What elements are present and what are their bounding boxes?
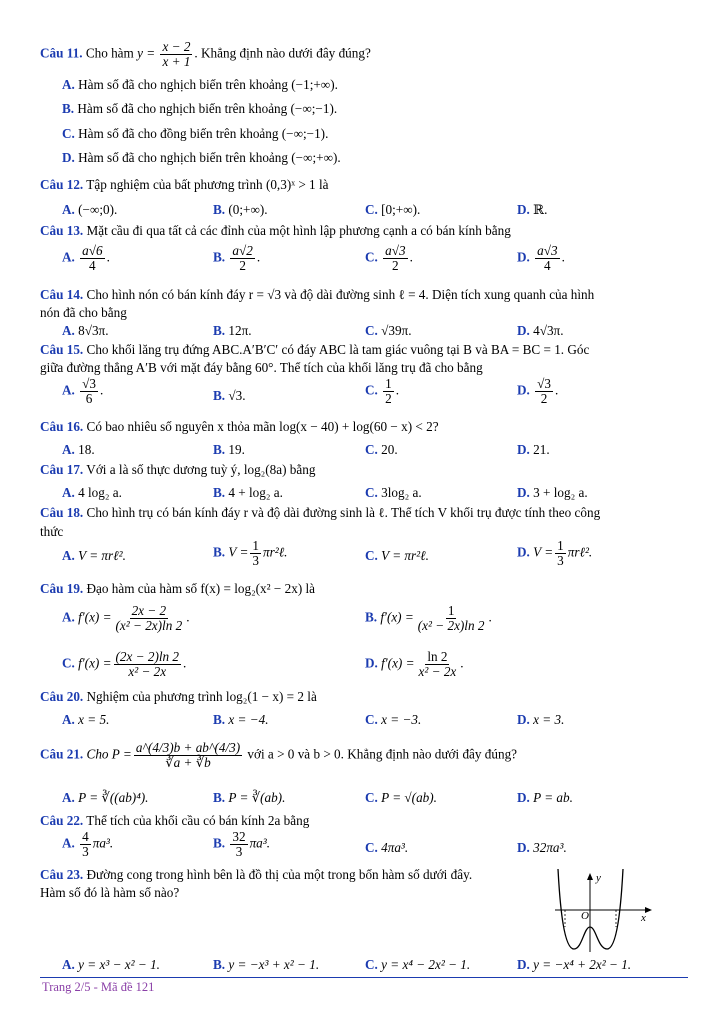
q23-option-d[interactable]: D. y = −x⁴ + 2x² − 1.: [517, 957, 632, 972]
question-20: Câu 20. Nghiệm của phương trình log₂(1 − x) = 2 là: [40, 689, 317, 704]
page-footer: Trang 2/5 - Mã đề 121: [42, 980, 155, 994]
question-17: Câu 17. Với a là số thực dương tuỳ ý, log₂(8a) bằng: [40, 462, 316, 477]
question-15-cont: giữa đường thẳng A′B với mặt đáy bằng 60°. Thể tích của khối lăng trụ đã cho bằng: [40, 360, 483, 375]
question-19: Câu 19. Đạo hàm của hàm số f(x) = log₂(x² − 2x) là: [40, 581, 316, 596]
q19-option-d[interactable]: D. f′(x) = $\frac{\ln 2}{\text{x² − 2x}}$ .: [365, 649, 464, 679]
q21-option-c[interactable]: C. P = √(ab).: [365, 790, 437, 805]
q22-option-d[interactable]: D. 32πa³.: [517, 840, 567, 855]
q12-option-d[interactable]: D. ℝ.: [517, 202, 548, 217]
q20-option-d[interactable]: D. x = 3.: [517, 712, 565, 727]
question-22: Câu 22. Thể tích của khối cầu có bán kính 2a bằng: [40, 813, 310, 828]
q23-option-a[interactable]: A. y = x³ − x² − 1.: [62, 957, 160, 972]
q20-option-b[interactable]: B. x = −4.: [213, 712, 269, 727]
q16-option-c[interactable]: C. 20.: [365, 442, 398, 457]
q14-option-d[interactable]: D. 4√3π.: [517, 323, 564, 338]
question-14: Câu 14. Cho hình nón có bán kính đáy r = √3 và độ dài đường sinh ℓ = 4. Diện tích xung quanh của hình: [40, 287, 595, 302]
function-graph: [550, 867, 660, 955]
q18-option-d[interactable]: D. V = $\frac{1}{3}$ πrℓ².: [517, 538, 593, 568]
q15-option-a[interactable]: A. $\frac{√3}{6}$ .: [62, 376, 104, 406]
q18-option-a[interactable]: A. V = πrℓ².: [62, 548, 126, 563]
question-13: Câu 13. Mặt cầu đi qua tất cả các đỉnh của một hình lập phương cạnh a có bán kính bằng: [40, 223, 511, 238]
q22-option-b[interactable]: B. $\frac{32}{3}$ πa³.: [213, 829, 271, 859]
y-axis-arrow: [587, 873, 593, 880]
origin-label: O: [581, 910, 589, 922]
q23-option-c[interactable]: C. y = x⁴ − 2x² − 1.: [365, 957, 471, 972]
question-23: Câu 23. Đường cong trong hình bên là đồ thị của một trong bốn hàm số dưới đây.: [40, 867, 473, 882]
q22-option-c[interactable]: C. 4πa³.: [365, 840, 409, 855]
q17-option-c[interactable]: C. 3log₂ a.: [365, 485, 422, 500]
q17-option-a[interactable]: A. 4 log₂ a.: [62, 485, 122, 500]
q11-option-a[interactable]: A. Hàm số đã cho nghịch biến trên khoảng (−1;+∞).: [62, 77, 338, 92]
q12-option-c[interactable]: C. [0;+∞).: [365, 202, 421, 217]
q13-option-a[interactable]: A. $\frac{a√6}{4}$ .: [62, 243, 110, 273]
q12-option-b[interactable]: B. (0;+∞).: [213, 202, 268, 217]
question-18-cont: thức: [40, 524, 64, 539]
q20-option-a[interactable]: A. x = 5.: [62, 712, 110, 727]
question-12: Câu 12. Tập nghiệm của bất phương trình (0,3)ˣ > 1 là: [40, 177, 329, 192]
question-18: Câu 18. Cho hình trụ có bán kính đáy r và độ dài đường sinh là ℓ. Thể tích V khối trụ được tính theo công: [40, 505, 601, 520]
question-21: Câu 21. Cho P = $\frac{a\^{}(4/3)b + ab\^{}(4/3)}{∛a + ∛b}$ với a > 0 và b > 0. Khẳng định nào dưới đây đúng?: [40, 740, 518, 770]
q14-option-b[interactable]: B. 12π.: [213, 323, 252, 338]
q11-option-b[interactable]: B. Hàm số đã cho nghịch biến trên khoảng (−∞;−1).: [62, 101, 338, 116]
q22-option-a[interactable]: A. $\frac{4}{3}$ πa³.: [62, 829, 114, 859]
q11-option-d[interactable]: D. Hàm số đã cho nghịch biến trên khoảng (−∞;+∞).: [62, 150, 341, 165]
q19-option-a[interactable]: A. f′(x) = $\frac{2x - 2}{\text{(x² − 2x)ln 2}}$ .: [62, 603, 190, 633]
q15-option-b[interactable]: B. √3.: [213, 388, 246, 403]
y-label: y: [596, 872, 601, 884]
x-axis-arrow: [645, 907, 652, 913]
q16-option-b[interactable]: B. 19.: [213, 442, 245, 457]
q17-option-d[interactable]: D. 3 + log₂ a.: [517, 485, 588, 500]
q13-option-b[interactable]: B. $\frac{a√2}{2}$ .: [213, 243, 261, 273]
q17-option-b[interactable]: B. 4 + log₂ a.: [213, 485, 283, 500]
q14-option-a[interactable]: A. 8√3π.: [62, 323, 109, 338]
q11-option-c[interactable]: C. Hàm số đã cho đồng biến trên khoảng (−∞;−1).: [62, 126, 329, 141]
q23-option-b[interactable]: B. y = −x³ + x² − 1.: [213, 957, 320, 972]
q12-option-a[interactable]: A. (−∞;0).: [62, 202, 118, 217]
q21-option-d[interactable]: D. P = ab.: [517, 790, 573, 805]
q15-option-d[interactable]: D. $\frac{√3}{2}$ .: [517, 376, 559, 406]
q19-option-b[interactable]: B. f′(x) = $\frac{1}{\text{(x² − 2x)ln 2}}$ .: [365, 603, 492, 633]
q19-option-c[interactable]: C. f′(x) = $\frac{(2x - 2)\ln 2}{\text{x² − 2x}}$ .: [62, 649, 187, 679]
footer-divider: [40, 977, 688, 978]
q15-option-c[interactable]: C. $\frac{1}{2}$ .: [365, 376, 400, 406]
q21-option-a[interactable]: A. P = ∛((ab)⁴).: [62, 790, 149, 805]
q16-option-a[interactable]: A. 18.: [62, 442, 95, 457]
question-15: Câu 15. Cho khối lăng trụ đứng ABC.A′B′C′ có đáy ABC là tam giác vuông tại B và BA = BC = 1. Góc: [40, 342, 590, 357]
x-label: x: [641, 912, 646, 924]
question-11: Câu 11. Cho hàm y = $\frac{x - 2}{x + 1}$ . Khẳng định nào dưới đây đúng?: [40, 39, 371, 69]
q21-option-b[interactable]: B. P = ∛(ab).: [213, 790, 286, 805]
question-16: Câu 16. Có bao nhiêu số nguyên x thỏa mãn log(x − 40) + log(60 − x) < 2?: [40, 419, 439, 434]
q14-option-c[interactable]: C. √39π.: [365, 323, 412, 338]
question-14-cont: nón đã cho bằng: [40, 305, 127, 320]
question-23-cont: Hàm số đó là hàm số nào?: [40, 885, 180, 900]
q16-option-d[interactable]: D. 21.: [517, 442, 550, 457]
q13-option-c[interactable]: C. $\frac{a√3}{2}$ .: [365, 243, 413, 273]
q13-option-d[interactable]: D. $\frac{a√3}{4}$ .: [517, 243, 565, 273]
q18-option-c[interactable]: C. V = πr²ℓ.: [365, 548, 429, 563]
q18-option-b[interactable]: B. V = $\frac{1}{3}$ πr²ℓ.: [213, 538, 288, 568]
fraction: $\frac{x - 2}{x + 1}$: [162, 39, 191, 69]
q20-option-c[interactable]: C. x = −3.: [365, 712, 422, 727]
